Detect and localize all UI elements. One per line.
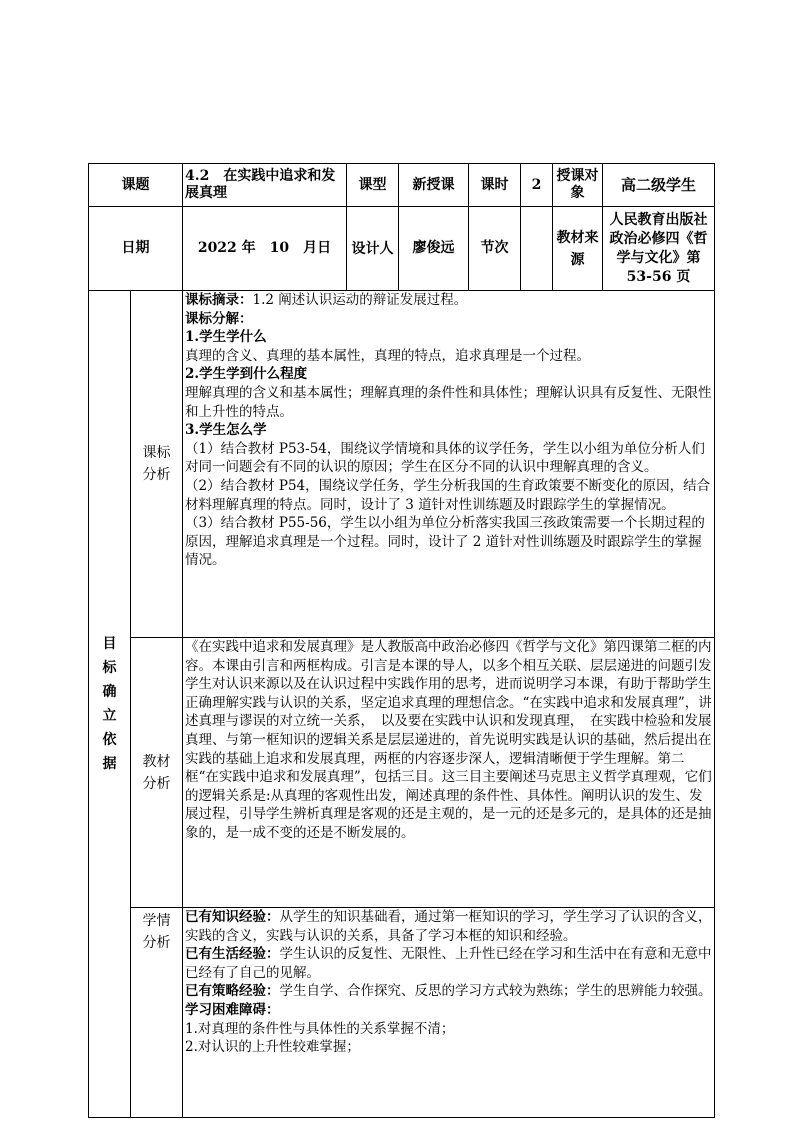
strategy-label: 已有策略经验： <box>185 983 280 1000</box>
breakdown-label: 课标分解： <box>185 310 253 327</box>
date-value: 2022 年 10 月日 <box>183 207 347 291</box>
topic-value: 4.2 在实践中追求和发展真理 <box>183 164 347 207</box>
period-label: 课时 <box>469 164 521 207</box>
lesson-plan-table <box>88 163 715 1118</box>
curriculum-label-line: 课标 <box>142 445 171 461</box>
textbook-label-line: 分析 <box>142 775 171 792</box>
q3-item-1: （1）结合教材 P53-54，围绕议学情境和具体的议学任务，学生以小组为单位分析人们对同一问题会有不同的认识的原因；学生在区分不同的认识中理解真理的含义。 <box>185 440 705 476</box>
goal-char: 立 <box>102 708 117 724</box>
knowledge-text: 从学生的知识基础看，通过第一框知识的学习，学生学习了认识的含义，实践的含义，实践与认识的关系，具备了学习本框的知识和经验。 <box>185 909 712 944</box>
goal-char: 目 <box>102 636 117 652</box>
difficulty-item-1: 1.对真理的条件性与具体性的关系掌握不清； <box>185 1020 455 1037</box>
curriculum-label <box>131 291 183 638</box>
section-value <box>521 207 553 291</box>
difficulty-item-2: 2.对认识的上升性较难掌握； <box>185 1039 360 1056</box>
q3-item-2: （2）结合教材 P54，围绕议学任务，学生分析我国的生育政策要不断变化的原因，结合材料理解真理的特点。同时，设计了 3 道针对性训练题及时跟踪学生的掌握情况。 <box>185 477 711 513</box>
type-value: 新授课 <box>399 164 469 207</box>
strategy-text: 学生自学、合作探究、反思的学习方式较为熟练；学生的思辨能力较强。 <box>279 983 712 1000</box>
life-label: 已有生活经验： <box>185 946 280 963</box>
designer-label: 设计人 <box>347 207 399 291</box>
learner-label <box>131 908 183 1118</box>
goal-char: 标 <box>102 660 117 676</box>
learner-label-line: 分析 <box>142 935 171 951</box>
excerpt-text: 1.2 阐述认识运动的辩证发展过程。 <box>252 292 468 308</box>
life-text: 学生认识的反复性、无限性、上升性已经在学习和生活中在有意和无意中已经有了自己的见解。 <box>185 946 712 981</box>
topic-label: 课题 <box>89 164 183 207</box>
learner-content <box>183 908 715 1118</box>
curriculum-label-line: 分析 <box>142 467 171 483</box>
designer-value: 廖俊远 <box>399 207 469 291</box>
textbook-content <box>183 638 715 908</box>
goal-basis-label <box>89 291 131 1118</box>
header-row-2 <box>89 207 715 291</box>
type-label: 课型 <box>347 164 399 207</box>
section-label: 节次 <box>469 207 521 291</box>
curriculum-content <box>183 291 715 638</box>
audience-value: 高二级学生 <box>603 164 715 207</box>
source-value: 人民教育出版社政治必修四《哲学与文化》第53-56 页 <box>603 207 715 291</box>
difficulty-label: 学习困难障碍： <box>185 1001 280 1018</box>
audience-label: 授课对象 <box>553 164 603 207</box>
textbook-label-line: 教材 <box>142 753 171 770</box>
q2-title: 2.学生学到什么程度 <box>185 366 308 383</box>
period-value: 2 <box>521 164 553 207</box>
q2-text: 理解真理的含义和基本属性；理解真理的条件性和具体性；理解认识具有反复性、无限性和上升性的特点。 <box>185 384 712 420</box>
learner-row <box>89 908 715 1118</box>
excerpt-label: 课标摘录： <box>185 292 253 308</box>
q1-text: 真理的含义、真理的基本属性，真理的特点，追求真理是一个过程。 <box>185 347 590 364</box>
header-row-1 <box>89 164 715 207</box>
textbook-text: 《在实践中追求和发展真理》是人教版高中政治必修四《哲学与文化》第四课第二框的内容。本课由引言和两框构成。引言是本课的导人，以多个相互关联、层层递进的问题引发学生对认识来源以及在认识过程中实践作用的思考，进而说明学习本课，有助于帮助学生正确理解实践与认识的关系，坚定追求真理的理想信念。“在实践中追求和发展真理”，讲述真理与谬误的对立统一关系， 以及要在实践中认识和发现真理， 在实践中检验和发展真理、与第一框知识的逻辑关系是层层递进的，首先说明实践是认识的基础，然后提出在实践的基础上追求和发展真理，两框的内容逐步深人，逻辑清晰便于学生理解。第二框“在实践中追求和发展真理”，包括三目。这三目主要阐述马克思主义哲学真理观，它们的逻辑关系是:从真理的客观性出发，阐述真理的条件性、具体性。阐明认识的发生、发展过程，引导学生辨析真理是客观的还是主观的，是一元的还是多元的，是具体的还是抽象的，是一成不变的还是不断发展的。 <box>185 639 712 841</box>
goal-char: 依 <box>102 732 117 748</box>
goal-char: 据 <box>102 756 117 772</box>
q3-item-3: （3）结合教材 P55-56，学生以小组为单位分析落实我国三孩政策需要一个长期过程的原因，理解追求真理是一个过程。同时，设计了 2 道针对性训练题及时跟踪学生的掌握情况。 <box>185 515 705 569</box>
goal-char: 确 <box>102 684 117 700</box>
learner-label-line: 学情 <box>142 913 171 929</box>
q3-title: 3.学生怎么学 <box>185 422 267 439</box>
textbook-label <box>131 638 183 908</box>
curriculum-row <box>89 291 715 638</box>
date-label: 日期 <box>89 207 183 291</box>
source-label: 教材来源 <box>553 207 603 291</box>
lesson-plan-sheet <box>88 163 714 1118</box>
knowledge-label: 已有知识经验： <box>185 909 280 925</box>
q1-title: 1.学生学什么 <box>185 329 267 346</box>
textbook-row <box>89 638 715 908</box>
